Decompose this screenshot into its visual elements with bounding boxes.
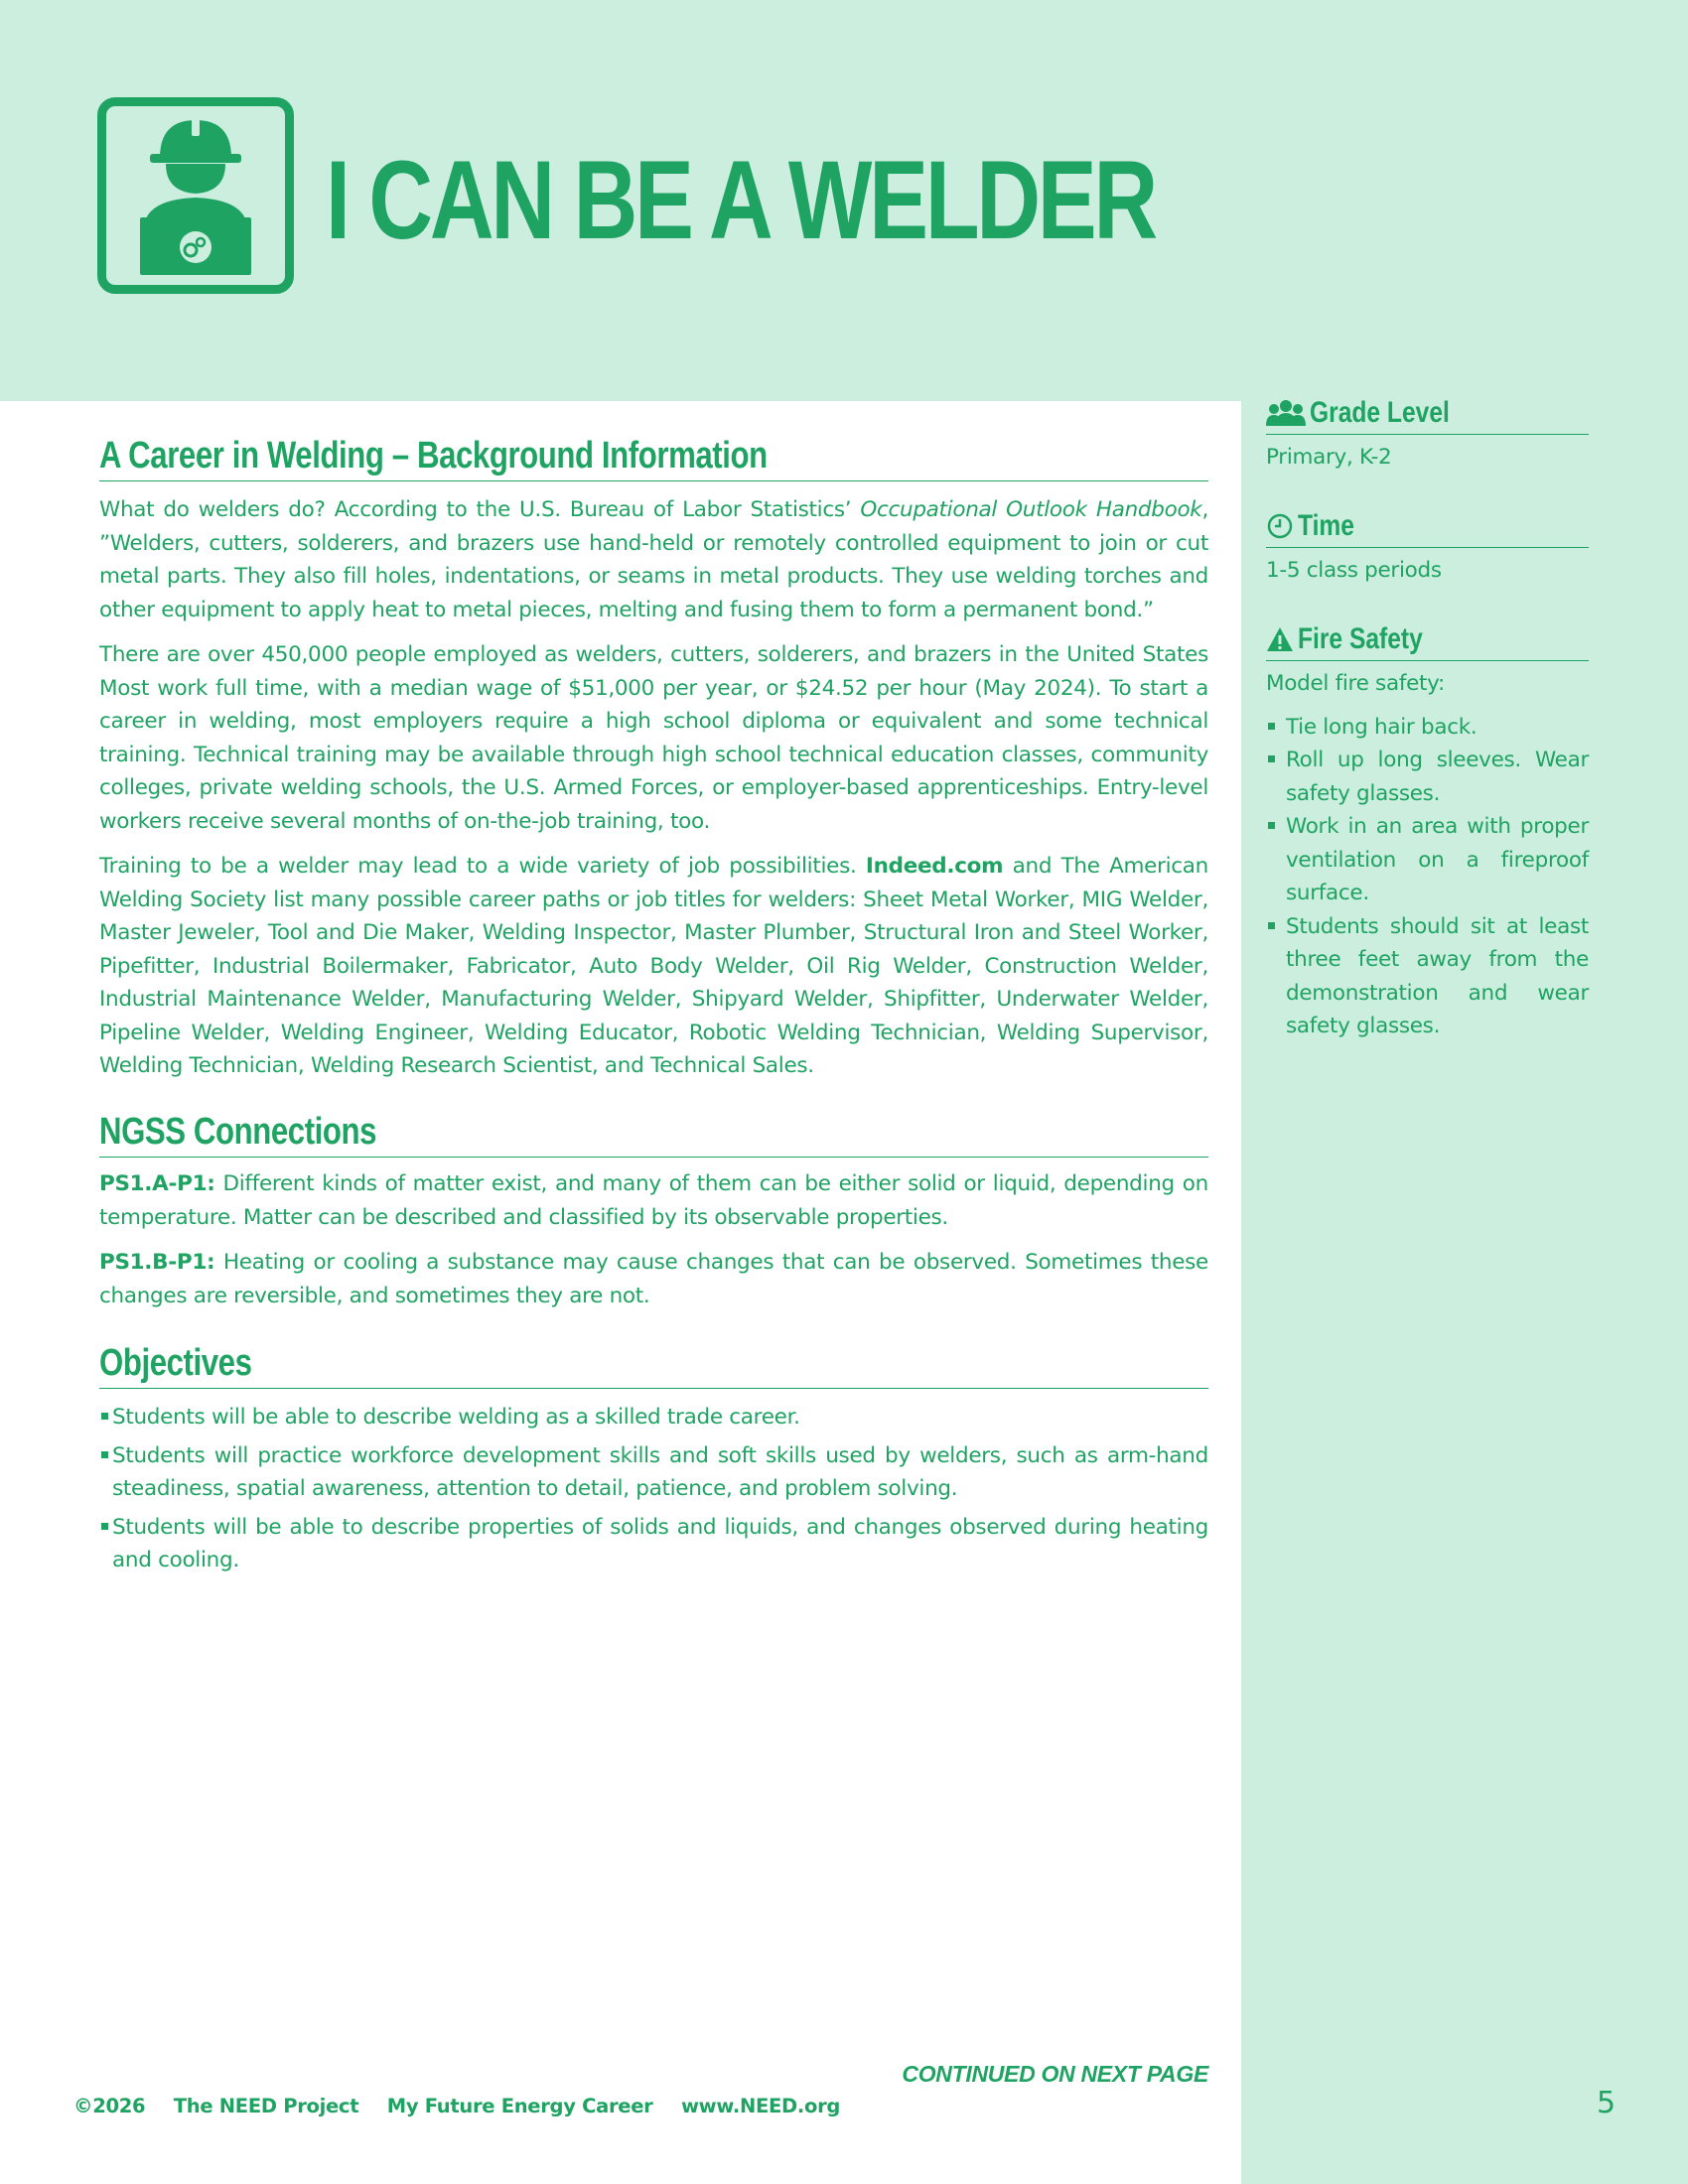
sidebar-rule [1266,660,1589,661]
footer-copyright: ©2026 [73,2095,146,2117]
time-box [1266,508,1589,588]
grade-level-heading [1266,395,1589,431]
grade-level-box [1266,395,1589,475]
background-heading: A Career in Welding – Background Information [99,435,768,477]
p3-text-b: and The American Welding Society list many possible career paths or job titles for welders: Sheet Metal Worker, MIG Welder, Master Jeweler, Tool and Die Maker, Welding Inspector, Master Plumber, Structural Iron and Steel Worker, Pipefitter, Industrial Boilermaker, Fabricator, Auto Body Welder, Oil Rig Welder, Construction Welder, Industrial Maintenance Welder, Manufacturing Welder, Shipyard Welder, Shipfitter, Underwater Welder, Pipeline Welder, Welding Engineer, Welding Educator, Robotic Welding Technician, Welding Supervisor, Welding Technician, Welding Research Scientist, and Technical Sales. [99,854,1208,1078]
objectives-section [99,1344,1208,1577]
list-item: Roll up long sleeves. Wear safety glasses. [1266,744,1589,810]
fire-safety-intro: Model fire safety: [1266,671,1445,696]
grade-level-value: Primary, K-2 [1266,445,1392,470]
clock-icon [1266,512,1294,540]
page-title: I CAN BE A WELDER [326,138,1155,262]
sidebar-rule [1266,434,1589,435]
background-paragraph-2: There are over 450,000 people employed as welders, cutters, solderers, and brazers in the United States Most work full time, with a median wage of $51,000 per year, or $24.52 per hour (May 2024). To start a career in welding, most employers require a high school diploma or equivalent and some technical training. Technical training may be available through high school technical education classes, community colleges, private welding schools, the U.S. Armed Forces, or employer-based apprenticeships. Entry-level workers receive several months of on-the-job training, too. [99,642,1208,834]
p1-text-a: What do welders do? According to the U.S. Bureau of Labor Statistics’ [99,497,861,522]
objectives-list [99,1401,1208,1577]
ngss-code: PS1.B-P1: [99,1250,215,1275]
fire-safety-heading [1266,621,1589,657]
ngss-text: Heating or cooling a substance may cause changes that can be observed. Sometimes these changes are reversible, and sometimes they are not. [99,1250,1208,1308]
footer-program: My Future Energy Career [386,2095,653,2117]
people-icon [1266,400,1306,426]
ngss-heading: NGSS Connections [99,1111,377,1153]
time-label: Time [1298,509,1354,542]
grade-level-label: Grade Level [1310,396,1450,429]
footer [73,2095,840,2117]
ngss-section [99,1113,1208,1312]
indeed-link[interactable]: Indeed.com [865,854,1004,879]
p1-handbook-title: Occupational Outlook Handbook [860,497,1202,522]
fire-safety-list [1266,711,1589,1043]
sidebar-rule [1266,547,1589,548]
welder-at-laptop-icon [97,97,294,294]
list-item: Work in an area with proper ventilation on a fireproof surface. [1266,810,1589,910]
time-value: 1-5 class periods [1266,558,1442,583]
fire-safety-label: Fire Safety [1298,622,1423,655]
fire-safety-box [1266,621,1589,1043]
list-item: Tie long hair back. [1266,711,1589,745]
background-paragraph-1 [99,493,1208,626]
ngss-text: Different kinds of matter exist, and many of them can be either solid or liquid, depending on temperature. Matter can be described and classified by its observable properties. [99,1171,1208,1230]
ngss-code: PS1.A-P1: [99,1171,215,1196]
ngss-item [99,1246,1208,1312]
list-item: Students should sit at least three feet away from the demonstration and wear safety glasses. [1266,910,1589,1043]
page-number: 5 [1597,2086,1617,2120]
objectives-heading: Objectives [99,1342,252,1384]
list-item: Students will practice workforce development skills and soft skills used by welders, such as arm-hand steadiness, spatial awareness, attention to detail, patience, and problem solving. [99,1439,1208,1506]
time-heading [1266,508,1589,544]
background-paragraph-3 [99,850,1208,1083]
footer-url[interactable]: www.NEED.org [680,2095,841,2117]
list-item: Students will be able to describe welding as a skilled trade career. [99,1401,1208,1434]
ngss-item [99,1167,1208,1234]
p3-text-a: Training to be a welder may lead to a wide variety of job possibilities. [99,854,866,879]
footer-org: The NEED Project [173,2095,359,2117]
warning-triangle-icon [1266,626,1294,652]
p1-text-b: , ”Welders, cutters, solderers, and brazers use hand-held or remotely controlled equipment to join or cut metal parts. They also fill holes, indentations, or seams in metal products. They use welding torches and other equipment to apply heat to metal pieces, melting and fusing them to form a permanent bond.” [99,497,1208,622]
list-item: Students will be able to describe properties of solids and liquids, and changes observed during heating and cooling. [99,1511,1208,1577]
continued-notice: CONTINUED ON NEXT PAGE [902,2061,1208,2087]
background-section [99,437,1208,1083]
